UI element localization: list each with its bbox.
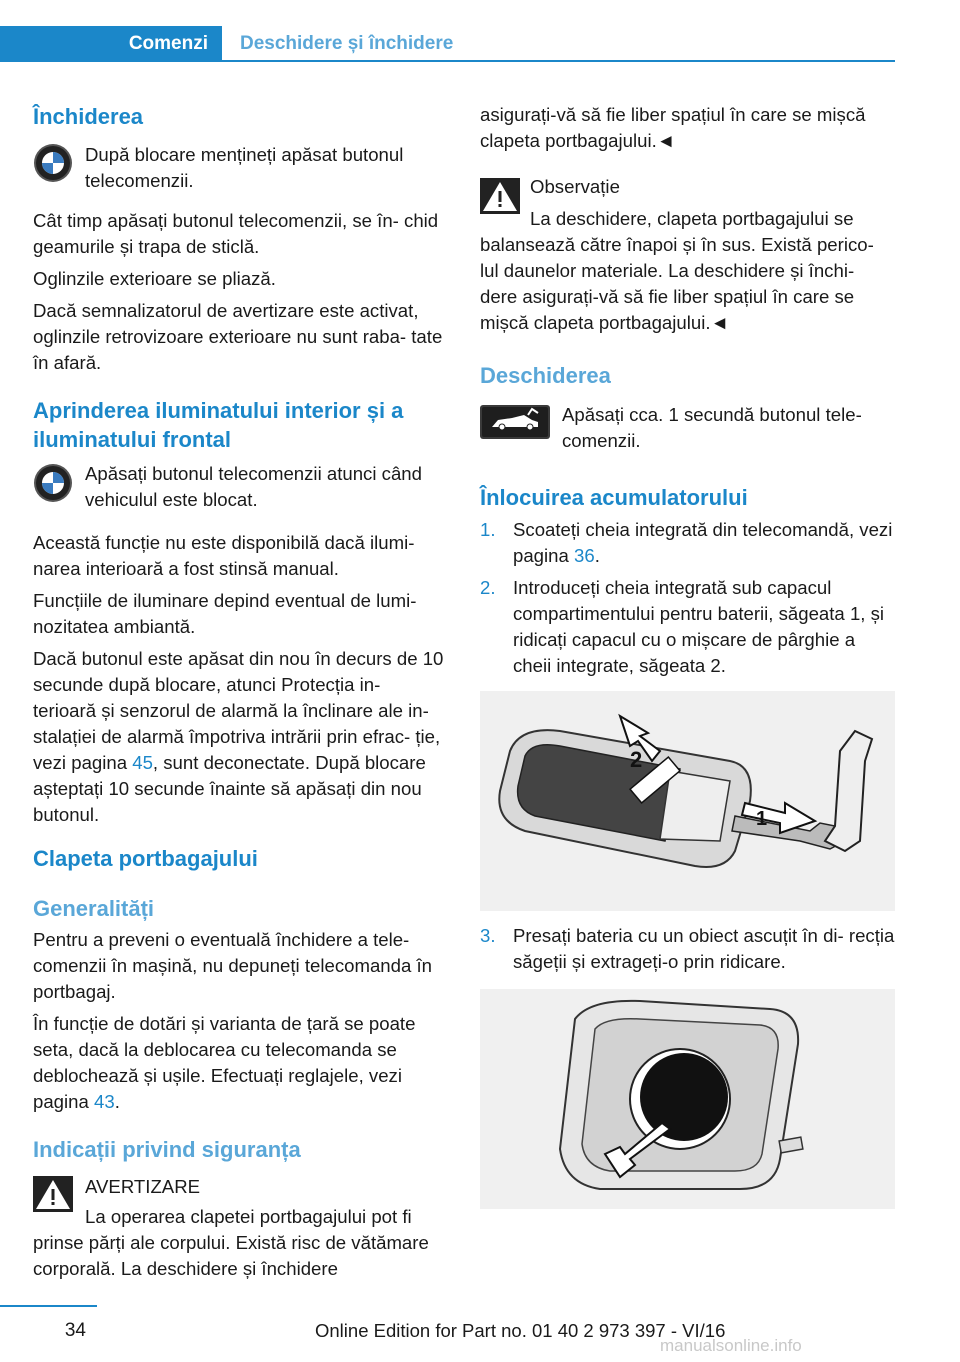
step-number: 1.	[480, 519, 496, 540]
heading-deschiderea: Deschiderea	[480, 363, 611, 388]
footer-rule	[0, 1305, 97, 1307]
warning-title: AVERTIZARE	[85, 1176, 201, 1197]
paragraph: Oglinzile exterioare se pliază.	[33, 268, 276, 289]
figure-key-insertion	[480, 691, 895, 911]
step-text: Scoateți cheia integrată din telecomandă, vezi pagina 36.	[513, 519, 893, 566]
paragraph: Dacă semnalizatorul de avertizare este activat, oglinzile retrovizoare exterioare nu sunt raba‐ tate în afară.	[33, 300, 443, 373]
edition-text: Online Edition for Part no. 01 40 2 973 397 - VI/16	[315, 1320, 726, 1341]
watermark: manualsonline.info	[660, 1336, 802, 1355]
tab-deschidere-inchidere[interactable]: Deschidere și închidere	[240, 33, 454, 54]
header-rule	[0, 60, 895, 62]
figure-battery-removal	[480, 989, 895, 1209]
paragraph: asigurați-vă să fie liber spațiul în care se mișcă clapeta portbagajului.◄	[480, 104, 866, 151]
paragraph: În funcție de dotări și varianta de țară se poate seta, dacă la deblocarea cu telecomanda se deblochează și ușile. Efectuați reglajele, vezi pagina 43.	[33, 1013, 416, 1112]
heading-indicatii: Indicații privind siguranța	[33, 1137, 301, 1162]
paragraph: Această funcție nu este disponibilă dacă ilumi‐ narea interioară a fost stinsă manual.	[33, 532, 415, 579]
heading-aprinderea: Aprinderea iluminatului interior și a iluminatului frontal	[33, 398, 404, 452]
page-link-36[interactable]: 36	[574, 545, 595, 566]
remote-key-icon	[33, 463, 73, 503]
paragraph: Cât timp apăsați butonul telecomenzii, se în‐ chid geamurile și trapa de sticlă.	[33, 210, 439, 257]
key-fob-illustration	[480, 691, 895, 911]
arrow-2-label: 2	[630, 747, 643, 772]
tab-comenzi[interactable]: Comenzi	[0, 26, 222, 62]
page-number: 34	[64, 1320, 86, 1341]
paragraph: Apăsați cca. 1 secundă butonul tele‐ comenzii.	[562, 404, 862, 451]
paragraph: Pentru a preveni o eventuală închidere a tele‐ comenzii în mașină, nu depuneți telecomanda în portbagaj.	[33, 929, 432, 1002]
heading-inchiderea: Închiderea	[33, 104, 144, 129]
arrow-1-label: 1	[756, 808, 768, 830]
heading-generalitati: Generalități	[33, 896, 155, 921]
paragraph: Funcțiile de iluminare depind eventual de lumi‐ nozitatea ambiantă.	[33, 590, 417, 637]
step-text: Introduceți cheia integrată sub capacul compartimentului pentru baterii, săgeata 1, și ridicați capacul cu o mișcare de pârghie a cheii integrate, săgeata 2.	[513, 577, 885, 676]
warning-text: La operarea clapetei portbagajului pot fi prinse părți ale corpului. Există risc de vătămare corporală. La deschidere și închidere	[33, 1206, 429, 1279]
step-number: 3.	[480, 925, 496, 946]
trunk-button-icon	[480, 405, 550, 439]
battery-illustration	[480, 989, 895, 1209]
observation-title: Observație	[530, 176, 620, 197]
paragraph: După blocare mențineți apăsat butonul telecomenzii.	[85, 144, 404, 191]
heading-clapeta: Clapeta portbagajului	[33, 846, 258, 871]
paragraph: Dacă butonul este apăsat din nou în decurs de 10 secunde după blocare, atunci Protecția in‐ terioară și senzorul de alarmă la înclinare ale in‐ stalației de alarmă împotriva intrării prin efrac‐ ție, vezi pagina 45, sunt deconectate. După blocare așteptați 10 secunde înainte să apăsați din nou butonul.	[33, 648, 444, 825]
paragraph: Apăsați butonul telecomenzii atunci când vehiculul este blocat.	[85, 463, 422, 510]
step-text: Presați bateria cu un obiect ascuțit în di‐ recția săgeții și extrageți-o prin ridicare.	[513, 925, 895, 972]
step-number: 2.	[480, 577, 496, 598]
page-link-45[interactable]: 45	[132, 752, 153, 773]
remote-key-icon	[33, 143, 73, 183]
heading-inlocuirea: Înlocuirea acumulatorului	[480, 485, 748, 510]
observation-text: La deschidere, clapeta portbagajului se balansează către înapoi și în sus. Există perico‐ lul daunelor materiale. La deschidere și închi‐ dere asigurați-vă să fie liber spațiul în care se mișcă clapeta portbagajului.◄	[480, 208, 874, 333]
page-link-43[interactable]: 43	[94, 1091, 115, 1112]
